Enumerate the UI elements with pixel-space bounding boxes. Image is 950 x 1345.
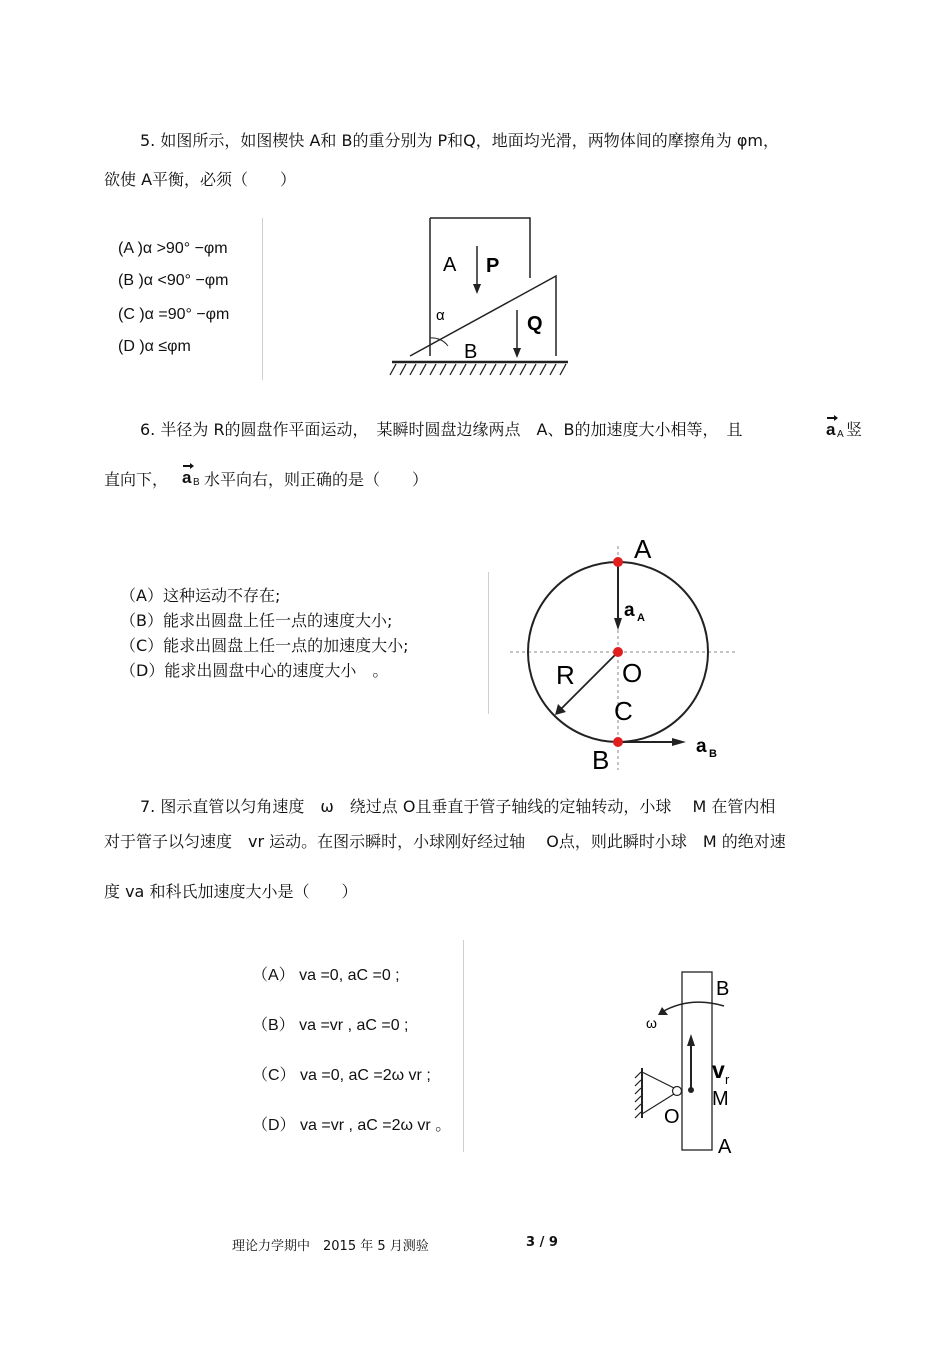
q6-line2-tail: 水平向右，则正确的是（ ） bbox=[204, 470, 429, 489]
q5-fig-label-b: B bbox=[464, 341, 478, 363]
q7-fig-label-vr: v bbox=[712, 1057, 725, 1083]
q5-option-b: (B )α <90° −φm bbox=[118, 272, 229, 289]
q5-option-d: (D )α ≤φm bbox=[118, 338, 191, 355]
q5-line1: 5. 如图所示，如图楔快 A和 B的重分别为 P和Q，地面均光滑，两物体间的摩擦角为 φm， bbox=[140, 131, 780, 150]
q7-line3: 度 va 和科氏加速度大小是（ ） bbox=[104, 882, 358, 901]
q5-fig-label-q: Q bbox=[527, 313, 543, 335]
q7-fig-label-vr-sub: r bbox=[725, 1072, 730, 1087]
q7-tube-figure bbox=[620, 960, 780, 1165]
q6-fig-label-o: O bbox=[622, 658, 643, 688]
q6-fig-label-aa: a bbox=[624, 600, 635, 621]
q7-line2: 对于管子以匀速度 vr 运动。在图示瞬时，小球刚好经过轴 O点，则此瞬时小球 M 的绝对速 bbox=[104, 832, 786, 851]
q7-fig-label-b: B bbox=[716, 978, 730, 1000]
q6-line1: 6. 半径为 R的圆盘作平面运动， 某瞬时圆盘边缘两点 A、B的加速度大小相等， 且 bbox=[140, 420, 743, 439]
q6-divider bbox=[488, 572, 489, 714]
q6-option-c: （C）能求出圆盘上任一点的加速度大小; bbox=[120, 636, 409, 655]
q5-fig-label-a: A bbox=[443, 254, 457, 276]
q6-fig-label-r: R bbox=[556, 660, 575, 690]
q6-option-b: （B）能求出圆盘上任一点的速度大小; bbox=[120, 611, 393, 630]
q7-fig-label-o: O bbox=[664, 1106, 680, 1128]
q7-divider bbox=[463, 940, 464, 1152]
q7-fig-label-omega: ω bbox=[646, 1015, 657, 1031]
q6-line1-tail: 竖 bbox=[846, 420, 863, 439]
q7-option-c: （C） va =0, aC =2ω vr ; bbox=[252, 1067, 431, 1084]
q5-wedge-figure bbox=[380, 210, 580, 385]
q6-vector-aa-main: a bbox=[826, 420, 836, 439]
q7-option-b: （B） va =vr , aC =0 ; bbox=[252, 1017, 409, 1034]
q7-option-a: （A） va =0, aC =0 ; bbox=[252, 967, 400, 984]
q6-vector-ab-main: a bbox=[182, 468, 192, 487]
q6-fig-label-b: B bbox=[592, 745, 610, 775]
q6-fig-label-a: A bbox=[634, 534, 652, 564]
q7-option-d: （D） va =vr , aC =2ω vr 。 bbox=[252, 1117, 452, 1134]
q6-vector-ab-sub: B bbox=[193, 477, 200, 488]
q6-fig-label-ab-sub: B bbox=[709, 748, 717, 760]
footer-text: 理论力学期中 2015 年 5 月测验 bbox=[232, 1239, 429, 1254]
q6-vector-aa-sub: A bbox=[837, 429, 844, 440]
q5-fig-label-alpha: α bbox=[436, 307, 445, 324]
q6-fig-label-aa-sub: A bbox=[637, 612, 645, 624]
q5-line2: 欲使 A平衡，必须（ ） bbox=[104, 170, 297, 189]
q7-line1: 7. 图示直管以匀角速度 ω 绕过点 O且垂直于管子轴线的定轴转动，小球 M 在管内相 bbox=[140, 797, 776, 816]
q5-option-c: (C )α =90° −φm bbox=[118, 306, 230, 323]
q5-fig-label-p: P bbox=[486, 255, 500, 277]
q6-line2-head: 直向下， bbox=[104, 470, 169, 489]
q6-vector-ab bbox=[180, 462, 206, 488]
q6-option-a: （A）这种运动不存在; bbox=[120, 586, 281, 605]
q6-option-d: （D）能求出圆盘中心的速度大小 。 bbox=[120, 661, 389, 680]
q6-fig-label-c: C bbox=[614, 696, 633, 726]
q6-fig-label-ab: a bbox=[696, 736, 707, 757]
q7-fig-label-a: A bbox=[718, 1136, 732, 1158]
q7-fig-label-m: M bbox=[712, 1088, 729, 1110]
q5-divider bbox=[262, 218, 263, 380]
page-number: 3 / 9 bbox=[526, 1235, 558, 1250]
q6-disc-figure bbox=[500, 530, 750, 780]
q5-option-a: (A )α >90° −φm bbox=[118, 240, 228, 257]
